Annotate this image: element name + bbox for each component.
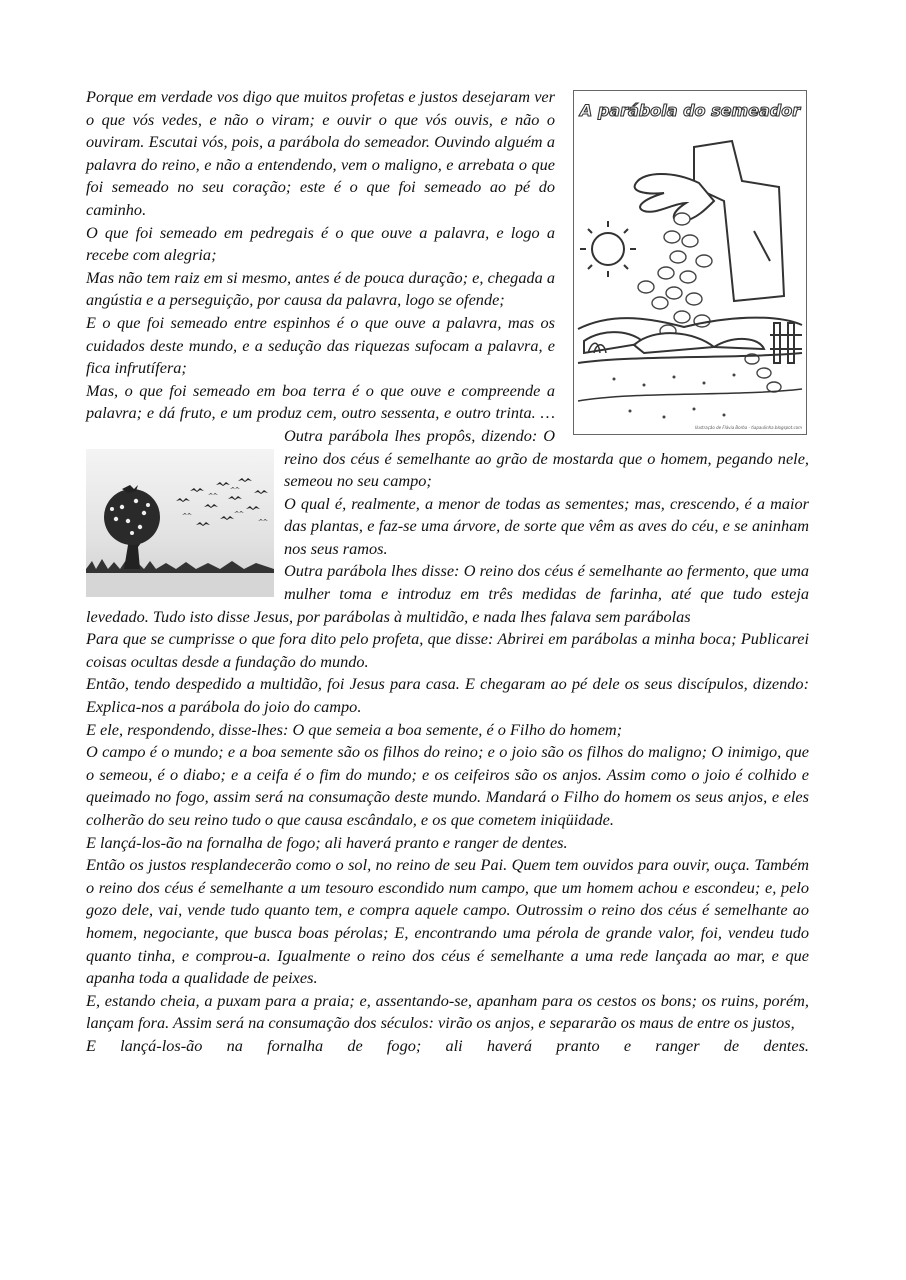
- illustration-title: A parábola do semeador: [579, 101, 801, 120]
- paragraph-1: Porque em verdade vos digo que muitos profetas e justos desejaram ver o que vós vedes, e não o viram; e ouvir o que vós ouvis, e não o ouviram. Escutai vós, pois, a parábola do semeador. Ouvindo alguém a palavra do reino, e não a entendendo, vem o maligno, e arrebata o que foi semeado no seu coração; este é o que foi semeado ao pé do caminho.: [86, 87, 555, 219]
- paragraph-10: Então, tendo despedido a multidão, foi Jesus para casa. E chegaram ao pé dele os seus discípulos, dizendo: Explica-nos a parábola do joio do campo.: [86, 674, 809, 717]
- paragraph-6: Outra parábola lhes propôs, dizendo: O reino dos céus é semelhante ao grão de mostarda que o homem, pegando nele, semeou no seu campo;: [284, 425, 809, 491]
- paragraph-5: Mas, o que foi semeado em boa terra é o que ouve e compreende a palavra; e dá fruto, e um produz cem, outro sessenta, e outro trinta. …: [86, 380, 555, 423]
- paragraph-2: O que foi semeado em pedregais é o que ouve a palavra, e logo a recebe com alegria;: [86, 222, 555, 265]
- tree-birds-image: [86, 449, 274, 597]
- paragraph-8: Outra parábola lhes disse: O reino dos céus é semelhante ao fermento, que uma mulher toma e introduz em três medidas de farinha, até que tudo esteja levedado. Tudo isto disse Jesus, por parábolas à multidão, e nada lhes falava sem parábolas: [86, 561, 809, 626]
- paragraph-11: E ele, respondendo, disse-lhes: O que semeia a boa semente, é o Filho do homem;: [86, 719, 623, 739]
- tree-with-birds-drawing: [86, 449, 274, 597]
- paragraph-16: E lançá-los-ão na fornalha de fogo; ali haverá pranto e ranger de dentes.: [86, 1035, 809, 1055]
- paragraph-13: E lançá-los-ão na fornalha de fogo; ali haverá pranto e ranger de dentes.: [86, 832, 568, 852]
- illustration-credit: Ilustração de Flávia Borba - tiapaulinha.blogspot.com: [695, 425, 802, 430]
- paragraph-3: Mas não tem raiz em si mesmo, antes é de pouca duração; e, chegada a angústia e a perseguição, por causa da palavra, logo se ofende;: [86, 267, 555, 310]
- sower-illustration: [573, 90, 809, 437]
- paragraph-12: O campo é o mundo; e a boa semente são os filhos do reino; e o joio são os filhos do maligno; O inimigo, que o semeou, é o diabo; e a ceifa é o fim do mundo; e os ceifeiros são os anjos. Assim como o joio é colhido e queimado no fogo, assim será na consumação deste mundo. Mandará o Filho do homem os seus anjos, e eles colherão do seu reino tudo o que causa escândalo, e os que cometem iniqüidade.: [86, 742, 809, 829]
- paragraph-7: O qual é, realmente, a menor de todas as sementes; mas, crescendo, é a maior das plantas, e faz-se uma árvore, de sorte que vêm as aves do céu, e se aninham nos seus ramos.: [284, 493, 809, 558]
- paragraph-14: Então os justos resplandecerão como o sol, no reino de seu Pai. Quem tem ouvidos para ouvir, ouça. Também o reino dos céus é semelhante a um tesouro escondido num campo, que um homem achou e escondeu; e, pelo gozo dele, vai, vende tudo quanto tem, e compra aquele campo. Outrossim o reino dos céus é semelhante ao homem, negociante, que busca boas pérolas; E, encontrando uma pérola de grande valor, foi, vendeu tudo quanto tinha, e comprou-a. Igualmente o reino dos céus é semelhante a uma rede lançada ao mar, e que apanha toda a qualidade de peixes.: [86, 855, 809, 988]
- sower-drawing: [574, 91, 806, 434]
- paragraph-4: E o que foi semeado entre espinhos é o que ouve a palavra, mas os cuidados deste mundo, e a sedução das riquezas sufocam a palavra, e fica infrutífera;: [86, 312, 555, 378]
- body-text: [86, 86, 809, 1058]
- paragraph-9: Para que se cumprisse o que fora dito pelo profeta, que disse: Abrirei em parábolas a minha boca; Publicarei coisas ocultas desde a fundação do mundo.: [86, 629, 809, 671]
- paragraph-15: E, estando cheia, a puxam para a praia; e, assentando-se, apanham para os cestos os bons; os ruins, porém, lançam fora. Assim será na consumação dos séculos: virão os anjos, e separarão os maus de entre os justos,: [86, 990, 809, 1033]
